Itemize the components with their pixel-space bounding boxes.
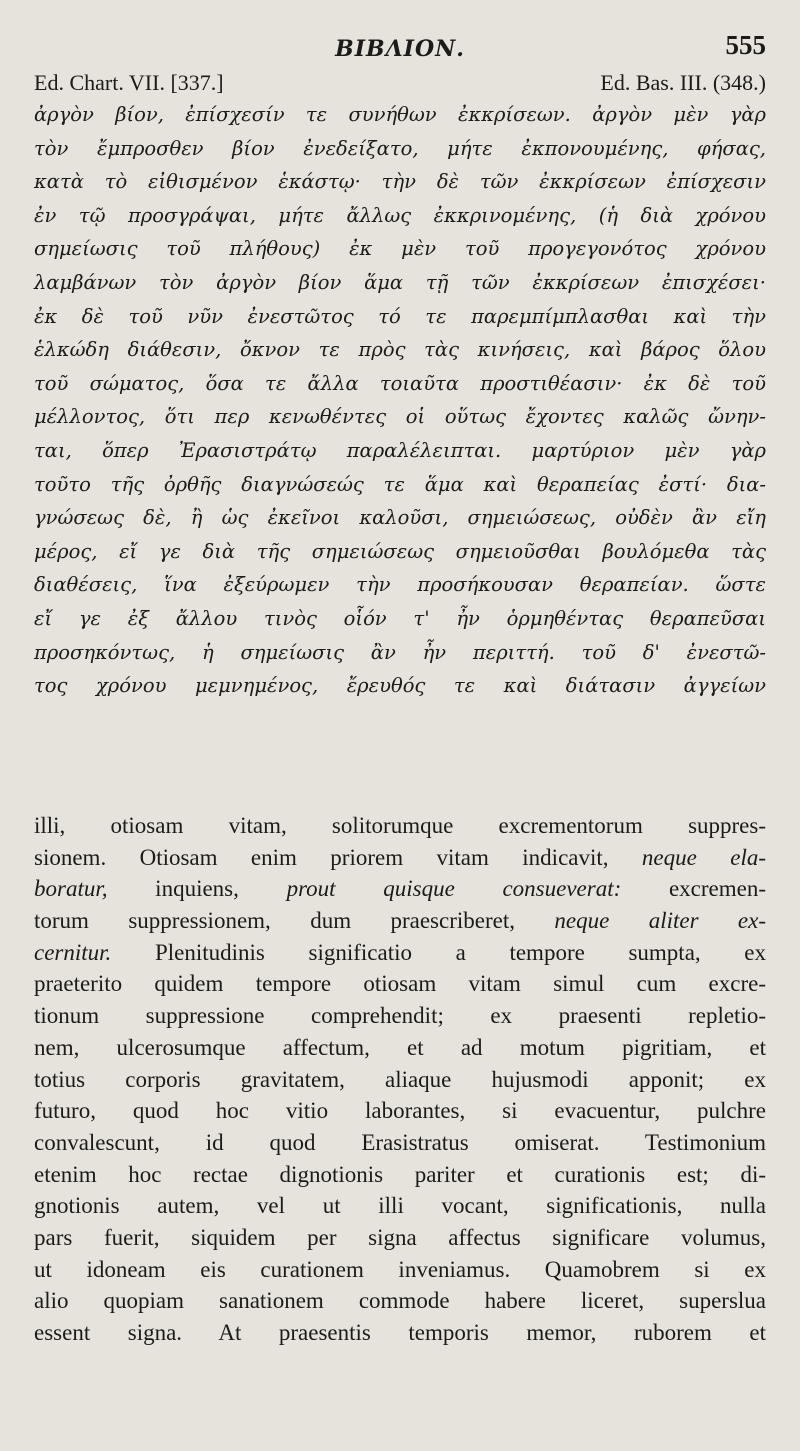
latin-text-line: pars fuerit, siquidem per signa affectus significare volumus, xyxy=(34,1224,766,1250)
latin-text-line: gnotionis autem, vel ut illi vocant, significationis, nulla xyxy=(34,1193,766,1219)
running-title: ΒΙΒΛΙΟΝ. xyxy=(335,36,465,62)
latin-text-line: boratur, inquiens, prout quisque consueverat: excremen- xyxy=(34,876,766,902)
greek-text-line: γνώσεως δὲ, ἢ ὡς ἐκεῖνοι καλοῦσι, σημειώσεως, οὐδὲν ἂν εἴη xyxy=(34,506,766,530)
latin-text-line: alio quopiam sanationem commode habere liceret, supersluа xyxy=(34,1288,766,1314)
latin-text-line: torum suppressionem, dum praescriberet, neque aliter ex- xyxy=(34,908,766,934)
greek-text-line: τος χρόνου μεμνημένος, ἔρευθός τε καὶ διάτασιν ἀγγείων xyxy=(34,674,766,698)
italic-quotation: neque aliter ex- xyxy=(554,908,766,934)
edition-chartier: Ed. Chart. VII. [337.] xyxy=(34,70,224,95)
latin-text-block xyxy=(34,810,766,1349)
latin-text-line: praeterito quidem tempore otiosam vitam simul cum excre- xyxy=(34,971,766,997)
edition-references xyxy=(34,70,766,100)
greek-text-line: κατὰ τὸ εἰθισμένον ἑκάστῳ· τὴν δὲ τῶν ἐκκρίσεων ἐπίσχεσιν xyxy=(34,170,766,194)
latin-text-line: illi, otiosam vitam, solitorumque excrementorum suppres- xyxy=(34,813,766,838)
greek-text-line: διαθέσεις, ἵνα ἐξεύρωμεν τὴν προσήκουσαν θεραπείαν. ὥστε xyxy=(34,573,766,597)
latin-text-line: etenim hoc rectae dignotionis pariter et curationis est; di- xyxy=(34,1161,766,1187)
latin-text-line: cernitur. Plenitudinis significatio a tempore sumpta, ex xyxy=(34,939,766,965)
greek-text-line: ἐν τῷ προσγράψαι, μήτε ἄλλως ἐκκρινομένης, (ἡ διὰ χρόνου xyxy=(34,203,766,227)
greek-text-line: μέλλοντος, ὅτι περ κενωθέντες οἱ οὕτως ἔχοντες καλῶς ὤνην- xyxy=(34,405,766,429)
greek-text-line: λαμβάνων τὸν ἀργὸν βίον ἅμα τῇ τῶν ἐκκρίσεων ἐπισχέσει· xyxy=(34,270,766,294)
greek-text-line: εἴ γε ἐξ ἄλλου τινὸς οἷόν τ' ἦν ὁρμηθέντας θεραπεῦσαι xyxy=(34,606,766,630)
latin-text-line: sionem. Otiosam enim priorem vitam indicavit, neque ela- xyxy=(34,844,766,870)
greek-text-block xyxy=(34,98,766,703)
greek-text-line: τοῦ σώματος, ὅσα τε ἄλλα τοιαῦτα προστιθέασιν· ἐκ δὲ τοῦ xyxy=(34,371,766,395)
greek-text-line: τοῦτο τῆς ὀρθῆς διαγνώσεώς τε ἅμα καὶ θεραπείας ἐστί· δια- xyxy=(34,472,766,496)
greek-text-line: μέρος, εἴ γε διὰ τῆς σημειώσεως σημειοῦσθαι βουλόμεθα τὰς xyxy=(34,539,766,563)
greek-text-line: ἑλκώδη διάθεσιν, ὄκνον τε πρὸς τὰς κινήσεις, καὶ βάρος ὅλου xyxy=(34,338,766,362)
greek-text-line: τὸν ἔμπροσθεν βίον ἐνεδείξατο, μήτε ἐκπονουμένης, φήσας, xyxy=(34,136,766,160)
latin-text-line: futuro, quod hoc vitio laborantes, si evacuentur, pulchre xyxy=(34,1098,766,1124)
latin-text-line: convalescunt, id quod Erasistratus omiserat. Testimonium xyxy=(34,1129,766,1155)
italic-quotation: neque ela- xyxy=(641,844,766,870)
latin-text-line: essent signa. At praesentis temporis memor, ruborem et xyxy=(34,1320,766,1345)
italic-quotation: cernitur. xyxy=(34,939,112,965)
edition-basel: Ed. Bas. III. (348.) xyxy=(600,70,766,95)
italic-quotation: boratur, xyxy=(34,876,108,902)
latin-text-line: tionum suppressione comprehendit; ex praesenti repletio- xyxy=(34,1003,766,1029)
greek-text-line: ται, ὅπερ Ἐρασιστράτῳ παραλέλειπται. μαρτύριον μὲν γὰρ xyxy=(34,438,766,462)
greek-text-line: σημείωσις τοῦ πλήθους) ἐκ μὲν τοῦ προγεγονότος χρόνου xyxy=(34,237,766,261)
greek-text-line: ἐκ δὲ τοῦ νῦν ἐνεστῶτος τό τε παρεμπίμπλασθαι καὶ τὴν xyxy=(34,304,766,328)
italic-quotation: prout quisque consueverat: xyxy=(286,876,622,902)
latin-text-line: totius corporis gravitatem, aliaque hujusmodi apponit; ex xyxy=(34,1066,766,1092)
page-number: 555 xyxy=(725,30,766,60)
page-header xyxy=(34,30,766,70)
greek-text-line: προσηκόντως, ἡ σημείωσις ἂν ἦν περιττή. τοῦ δ' ἐνεστῶ- xyxy=(34,640,766,664)
greek-text-line: ἀργὸν βίον, ἐπίσχεσίν τε συνήθων ἐκκρίσεων. ἀργὸν μὲν γὰρ xyxy=(34,103,766,126)
latin-text-line: ut idoneam eis curationem inveniamus. Quamobrem si ex xyxy=(34,1256,766,1282)
latin-text-line: nem, ulcerosumque affectum, et ad motum pigritiam, et xyxy=(34,1034,766,1060)
